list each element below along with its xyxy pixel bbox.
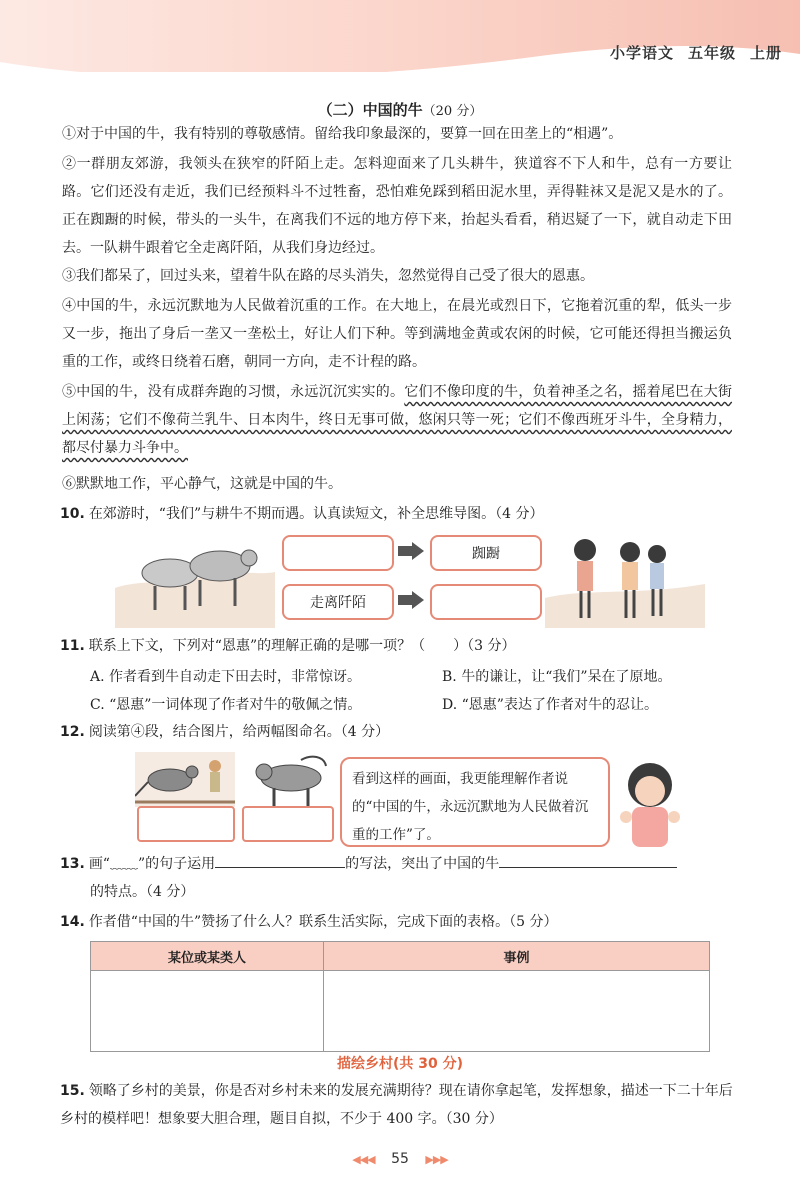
question-13-pre: 画“: [88, 856, 110, 872]
question-10: [60, 500, 740, 528]
mindmap-box-3-text: 走离阡陌: [310, 595, 366, 611]
footer-right-arrows-icon: ▶▶▶: [425, 1153, 448, 1166]
question-11: [60, 632, 740, 660]
page-number: 55: [391, 1151, 409, 1167]
children-illustration: [545, 528, 705, 628]
table-header-person: 某位或某类人: [91, 942, 324, 971]
question-13-mid: ”的句子运用: [137, 856, 216, 872]
paragraph-6: ⑥默默地工作，平心静气，这就是中国的牛。: [62, 476, 342, 492]
image-name-box-2[interactable]: [242, 806, 334, 842]
speech-bubble: [340, 757, 610, 847]
speech-bubble-text: 看到这样的画面，我更能理解作者说的“中国的牛，永远沉默地为人民做着沉重的工作”了。: [352, 771, 589, 843]
question-13-number: 13.: [60, 856, 85, 872]
question-13-end: 的特点。（4 分）: [90, 884, 195, 900]
option-d[interactable]: D. “恩惠”表达了作者对牛的忍让。: [442, 697, 658, 713]
question-12: [60, 718, 740, 746]
paragraph-5: [62, 378, 732, 462]
header-label: [596, 42, 782, 63]
girl-illustration: [612, 755, 692, 850]
footer-left-arrows-icon: ◀◀◀: [352, 1153, 375, 1166]
paragraph-5-wavy: 它们不像印度的牛，负着神圣之名，摇着尾巴在大街上闲荡；它们不像荷兰乳牛、日本肉牛，终日无事可做，悠闲只等一死；它们不像西班牙斗牛，全身精力，都尽付暴力斗争中。: [62, 384, 733, 456]
passage-title: [0, 99, 800, 120]
question-14-text: 作者借“中国的牛”赞扬了什么人？联系生活实际，完成下面的表格。（5 分）: [88, 914, 558, 930]
answer-blank-method[interactable]: [215, 851, 345, 868]
table-cell-example[interactable]: [324, 971, 710, 1052]
option-c[interactable]: C. “恩惠”一词体现了作者对牛的敬佩之情。: [90, 697, 362, 713]
answer-blank-trait[interactable]: [499, 851, 677, 868]
arrow-right-icon: [398, 591, 424, 609]
paragraph-4: ④中国的牛，永远沉默地为人民做着沉重的工作。在大地上，在晨光或烈日下，它拖着沉重的犁，低头一步又一步，拖出了身后一垄又一垄松土，好让人们下种。等到满地金黄或农闲的时候，它可能还得担当搬运负重的工作，或终日绕着石磨，朝同一方向，走不计程的路。: [62, 298, 732, 370]
question-10-text: 在郊游时，“我们”与耕牛不期而遇。认真读短文，补全思维导图。（4 分）: [88, 506, 544, 522]
question-13: [60, 850, 740, 878]
mindmap-box-2-text: 踟蹰: [472, 546, 500, 562]
paragraph-5-plain: ⑤中国的牛，没有成群奔跑的习惯，永远沉沉实实的。: [62, 384, 405, 400]
paragraph-3: ③我们都呆了，回过头来，望着牛队在路的尽头消失，忽然觉得自己受了很大的恩惠。: [62, 268, 594, 284]
option-b[interactable]: B. 牛的谦让，让“我们”呆在了原地。: [442, 669, 672, 685]
mindmap-box-4[interactable]: [430, 584, 542, 620]
question-15-number: 15.: [60, 1083, 85, 1099]
paragraph-2: ②一群朋友郊游，我领头在狭窄的阡陌上走。怎料迎面来了几头耕牛，狭道容不下人和牛，总有一方要让路。它们还没有走近，我们已经预料斗不过牲畜，恐怕难免踩到稻田泥水里，弄得鞋袜又是泥又是水的了。正在踟蹰的时候，带头的一头牛，在离我们不远的地方停下来，抬起头看看，稍迟疑了一下，就自动走下田去。一队耕牛跟着它全走离阡陌，从我们身边经过。: [62, 156, 732, 256]
question-15-text: 领略了乡村的美景，你是否对乡村未来的发展充满期待？现在请你拿起笔，发挥想象，描述一下二十年后乡村的模样吧！想象要大胆合理，题目自拟，不少于 400 字。（30 分）: [60, 1083, 733, 1127]
passage-title-points: （20 分）: [422, 104, 483, 119]
passage-title-text: （二）中国的牛: [317, 101, 423, 119]
question-10-number: 10.: [60, 506, 85, 522]
section-title: 描绘乡村(共 30 分): [336, 1056, 464, 1072]
question-15: [60, 1077, 740, 1133]
answer-table: [90, 941, 710, 1052]
cattle-herd-illustration: [115, 528, 275, 628]
page-footer: [0, 1151, 800, 1167]
header-curve: [0, 0, 800, 80]
question-12-text: 阅读第④段，结合图片，给两幅图命名。（4 分）: [88, 724, 390, 740]
question-12-number: 12.: [60, 724, 85, 740]
question-11-number: 11.: [60, 638, 85, 654]
question-13-wave-mark: ﹏﹏: [109, 856, 138, 872]
header-subject: 小学语文: [609, 44, 674, 62]
table-cell-person[interactable]: [91, 971, 324, 1052]
paragraph-1: ①对于中国的牛，我有特别的尊敬感情。留给我印象最深的，要算一回在田垄上的“相遇”。: [62, 126, 623, 142]
question-14-number: 14.: [60, 914, 85, 930]
mindmap-box-1[interactable]: [282, 535, 394, 571]
question-11-text: 联系上下文，下列对“恩惠”的理解正确的是哪一项？（ ）（3 分）: [88, 638, 516, 654]
option-a[interactable]: A. 作者看到牛自动走下田去时，非常惊讶。: [90, 669, 362, 685]
cattle-carrying-illustration: [246, 752, 336, 807]
question-13-mid2: 的写法，突出了中国的牛: [345, 856, 500, 872]
ploughing-illustration: [135, 752, 235, 807]
arrow-right-icon: [398, 542, 424, 560]
table-header-example: 事例: [324, 942, 710, 971]
header-grade: 五年级: [687, 44, 736, 62]
image-name-box-1[interactable]: [137, 806, 235, 842]
question-14: [60, 908, 740, 936]
header-volume: 上册: [749, 44, 782, 62]
